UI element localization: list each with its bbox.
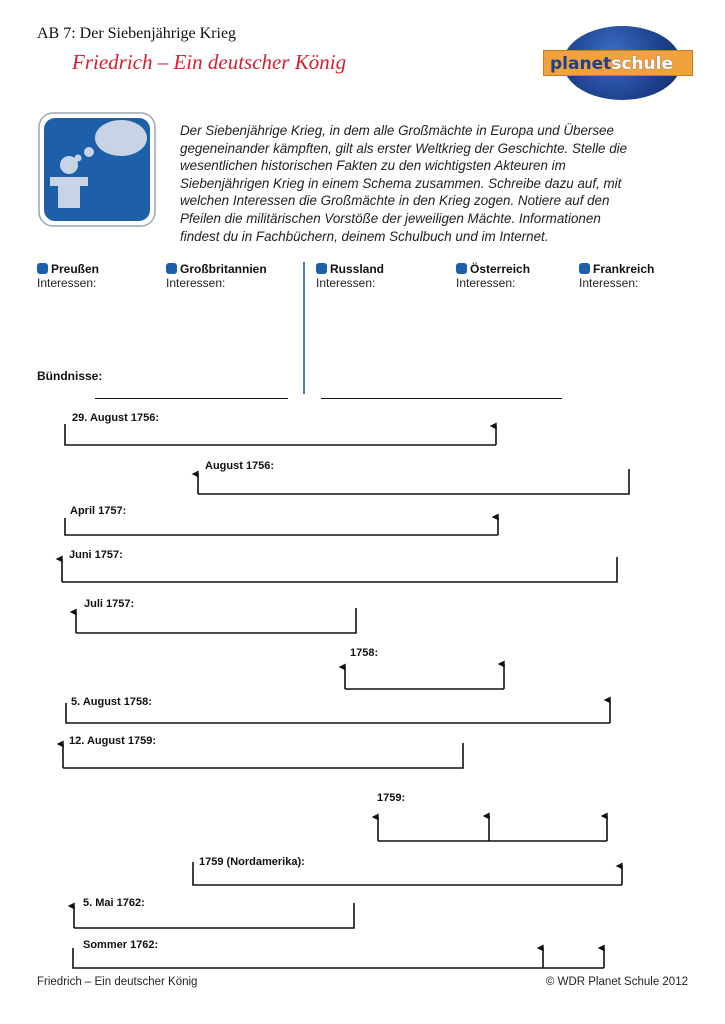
- intro-text: Der Siebenjährige Krieg, in dem alle Großmächte in Europa und Übersee gegeneinander kämpften, gilt als erster Weltkrieg der Geschichte. Stelle die wesentlichen historischen Fakten zu den wichtigsten Akteuren im Siebenjährigen Krieg in einem Schema zusammen. Schreibe dazu auf, mit welchen Interessen die Großmächte in den Krieg zogen. Notiere auf den Pfeilen die militärischen Vorstöße der jeweiligen Mächte. Informationen findest du in Fachbüchern, deinem Schulbuch und im Internet.: [180, 123, 628, 244]
- event-label-april-1757: April 1757:: [70, 505, 127, 517]
- arrow-12-august-1759[interactable]: [63, 743, 463, 768]
- power-name: Großbritannien: [166, 262, 267, 276]
- logo-word-schule: schule: [611, 54, 673, 74]
- event-label-5-mai-1762: 5. Mai 1762:: [83, 897, 145, 909]
- worksheet-subtitle: Friedrich – Ein deutscher König: [72, 50, 347, 74]
- arrow-1759[interactable]: [378, 816, 607, 841]
- event-label-5-august-1758: 5. August 1758:: [71, 696, 152, 708]
- interests-label: Interessen:: [37, 276, 97, 290]
- arrow-sommer-1762[interactable]: [73, 948, 604, 968]
- arrow-juli-1757[interactable]: [76, 608, 356, 633]
- event-label-1759-nordamerika: 1759 (Nordamerika):: [199, 856, 305, 868]
- arrow-1759-nordamerika[interactable]: [193, 862, 622, 885]
- event-label-juni-1757: Juni 1757:: [69, 549, 123, 561]
- arrow-1758[interactable]: [345, 664, 504, 689]
- arrow-5-august-1758[interactable]: [66, 700, 610, 723]
- power-name: Österreich: [456, 262, 530, 276]
- arrow-5-mai-1762[interactable]: [74, 903, 354, 928]
- event-label-juli-1757: Juli 1757:: [84, 598, 135, 610]
- event-label-12-august-1759: 12. August 1759:: [69, 735, 157, 747]
- interests-label: Interessen:: [316, 276, 376, 290]
- event-label-sommer-1762: Sommer 1762:: [83, 939, 159, 951]
- interests-label: Interessen:: [166, 276, 226, 290]
- event-label-29-august-1756: 29. August 1756:: [72, 412, 160, 424]
- power-name: Preußen: [37, 262, 99, 276]
- event-label-1758: 1758:: [350, 647, 379, 659]
- footer-left: Friedrich – Ein deutscher König: [37, 976, 198, 988]
- arrow-29-august-1756[interactable]: [65, 424, 496, 445]
- event-label-august-1756: August 1756:: [205, 460, 275, 472]
- arrow-august-1756[interactable]: [198, 469, 629, 494]
- arrow-april-1757[interactable]: [65, 517, 498, 535]
- interests-label: Interessen:: [579, 276, 639, 290]
- event-label-1759: 1759:: [377, 792, 406, 804]
- arrow-juni-1757[interactable]: [62, 557, 617, 582]
- power-name: Frankreich: [579, 262, 654, 276]
- logo-word-planet: planet: [550, 54, 612, 74]
- interests-label: Interessen:: [456, 276, 516, 290]
- footer-copyright: © WDR Planet Schule 2012: [545, 976, 688, 988]
- alliances-label: Bündnisse:: [37, 369, 103, 383]
- worksheet-title: AB 7: Der Siebenjährige Krieg: [37, 25, 237, 42]
- power-name: Russland: [316, 262, 384, 276]
